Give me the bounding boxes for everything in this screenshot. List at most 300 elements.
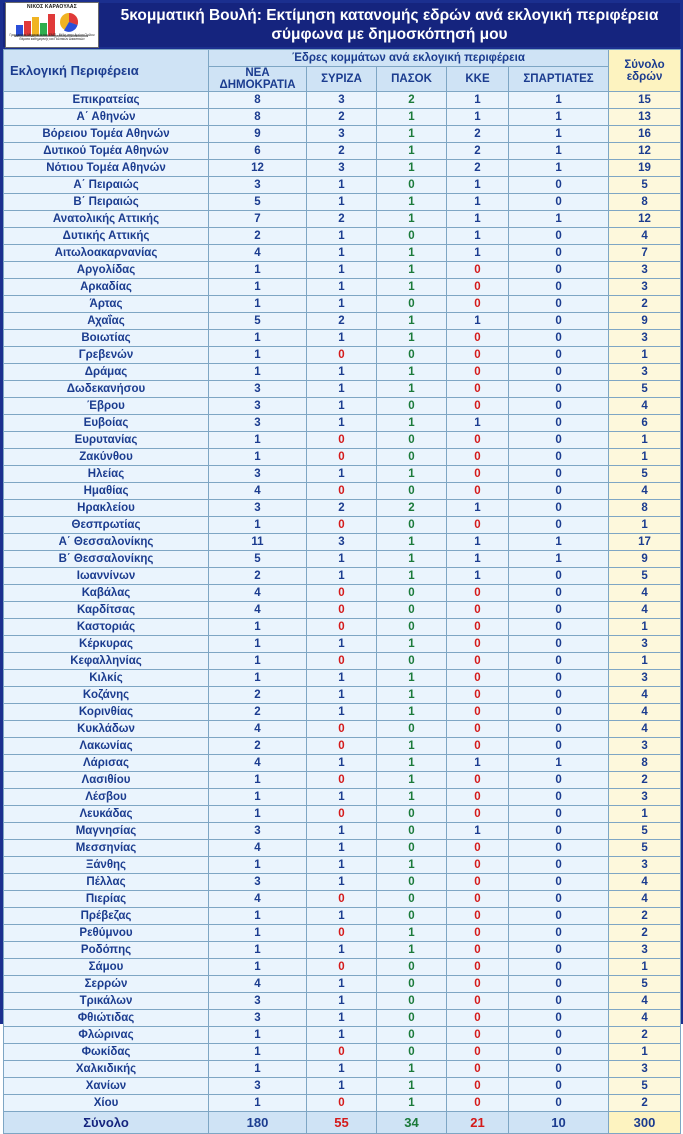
region-name: Θεσπρωτίας <box>4 517 209 534</box>
seats-nd: 1 <box>209 857 307 874</box>
seats-total: 1 <box>609 619 681 636</box>
seats-nd: 3 <box>209 466 307 483</box>
region-name: Β΄ Πειραιώς <box>4 194 209 211</box>
seats-kke: 1 <box>447 534 509 551</box>
seats-spartiates: 0 <box>509 925 609 942</box>
seats-pasok: 0 <box>377 619 447 636</box>
seats-pasok: 0 <box>377 874 447 891</box>
table-row <box>4 653 681 670</box>
seats-total: 4 <box>609 483 681 500</box>
region-name: Τρικάλων <box>4 993 209 1010</box>
region-name: Φλώρινας <box>4 1027 209 1044</box>
seats-spartiates: 1 <box>509 211 609 228</box>
seats-pasok: 1 <box>377 568 447 585</box>
table-row <box>4 398 681 415</box>
region-name: Ανατολικής Αττικής <box>4 211 209 228</box>
seats-kke: 0 <box>447 585 509 602</box>
seats-syriza: 0 <box>307 959 377 976</box>
region-name: Ρεθύμνου <box>4 925 209 942</box>
seats-nd: 2 <box>209 738 307 755</box>
seats-kke: 0 <box>447 687 509 704</box>
totals-nd: 180 <box>209 1112 307 1134</box>
seats-kke: 1 <box>447 245 509 262</box>
table-row <box>4 670 681 687</box>
seats-spartiates: 0 <box>509 789 609 806</box>
seats-syriza: 1 <box>307 398 377 415</box>
seats-kke: 0 <box>447 993 509 1010</box>
seats-total: 4 <box>609 721 681 738</box>
totals-kke: 21 <box>447 1112 509 1134</box>
seats-pasok: 1 <box>377 772 447 789</box>
seats-spartiates: 0 <box>509 670 609 687</box>
seats-syriza: 1 <box>307 1027 377 1044</box>
seats-nd: 3 <box>209 177 307 194</box>
seats-syriza: 1 <box>307 976 377 993</box>
seats-spartiates: 0 <box>509 1078 609 1095</box>
region-name: Πέλλας <box>4 874 209 891</box>
region-name: Λασιθίου <box>4 772 209 789</box>
table-row <box>4 228 681 245</box>
seats-kke: 0 <box>447 279 509 296</box>
seats-total: 13 <box>609 109 681 126</box>
seats-total: 12 <box>609 143 681 160</box>
seats-total: 5 <box>609 840 681 857</box>
seats-total: 1 <box>609 653 681 670</box>
table-row <box>4 721 681 738</box>
seats-spartiates: 0 <box>509 262 609 279</box>
seats-kke: 1 <box>447 92 509 109</box>
seats-total: 4 <box>609 1010 681 1027</box>
seats-syriza: 1 <box>307 1061 377 1078</box>
seats-spartiates: 0 <box>509 891 609 908</box>
table-body <box>4 50 681 1134</box>
seats-total: 3 <box>609 789 681 806</box>
seats-total: 4 <box>609 585 681 602</box>
seats-pasok: 0 <box>377 993 447 1010</box>
seats-pasok: 1 <box>377 330 447 347</box>
seats-spartiates: 0 <box>509 806 609 823</box>
seats-spartiates: 0 <box>509 738 609 755</box>
seats-pasok: 0 <box>377 296 447 313</box>
seats-total: 5 <box>609 823 681 840</box>
seats-kke: 0 <box>447 449 509 466</box>
seats-nd: 4 <box>209 840 307 857</box>
region-name: Άρτας <box>4 296 209 313</box>
table-row <box>4 806 681 823</box>
seats-total: 2 <box>609 772 681 789</box>
table-row <box>4 313 681 330</box>
seats-nd: 4 <box>209 976 307 993</box>
region-name: Ευρυτανίας <box>4 432 209 449</box>
table-row <box>4 347 681 364</box>
seats-spartiates: 0 <box>509 976 609 993</box>
seats-spartiates: 0 <box>509 942 609 959</box>
seats-kke: 0 <box>447 857 509 874</box>
seats-pasok: 1 <box>377 160 447 177</box>
seats-total: 5 <box>609 381 681 398</box>
seats-nd: 3 <box>209 381 307 398</box>
seats-spartiates: 0 <box>509 823 609 840</box>
seats-spartiates: 0 <box>509 721 609 738</box>
seats-pasok: 1 <box>377 942 447 959</box>
seats-total: 16 <box>609 126 681 143</box>
table-row <box>4 619 681 636</box>
table-row <box>4 636 681 653</box>
seats-kke: 1 <box>447 109 509 126</box>
seats-total: 1 <box>609 959 681 976</box>
seats-syriza: 0 <box>307 1095 377 1112</box>
seats-syriza: 1 <box>307 789 377 806</box>
header-group: Έδρες κομμάτων ανά εκλογική περιφέρεια <box>209 50 609 67</box>
seats-total: 1 <box>609 517 681 534</box>
seats-pasok: 0 <box>377 653 447 670</box>
seats-kke: 0 <box>447 772 509 789</box>
seats-kke: 0 <box>447 483 509 500</box>
seats-syriza: 1 <box>307 704 377 721</box>
seats-spartiates: 1 <box>509 534 609 551</box>
seats-syriza: 1 <box>307 245 377 262</box>
seats-kke: 0 <box>447 908 509 925</box>
region-name: Χανίων <box>4 1078 209 1095</box>
seats-nd: 4 <box>209 755 307 772</box>
region-name: Καστοριάς <box>4 619 209 636</box>
seats-syriza: 3 <box>307 534 377 551</box>
seats-syriza: 1 <box>307 942 377 959</box>
table-row <box>4 925 681 942</box>
seats-syriza: 1 <box>307 262 377 279</box>
table-row <box>4 330 681 347</box>
seats-pasok: 1 <box>377 738 447 755</box>
seats-total: 3 <box>609 670 681 687</box>
seats-kke: 1 <box>447 194 509 211</box>
seats-nd: 4 <box>209 721 307 738</box>
seats-pasok: 1 <box>377 364 447 381</box>
seats-spartiates: 0 <box>509 568 609 585</box>
seats-syriza: 0 <box>307 721 377 738</box>
seats-kke: 0 <box>447 636 509 653</box>
seats-nd: 1 <box>209 1061 307 1078</box>
seats-pasok: 0 <box>377 398 447 415</box>
table-row <box>4 687 681 704</box>
region-name: Κοζάνης <box>4 687 209 704</box>
seats-nd: 1 <box>209 959 307 976</box>
seats-nd: 4 <box>209 483 307 500</box>
seats-syriza: 1 <box>307 1078 377 1095</box>
region-name: Ζακύνθου <box>4 449 209 466</box>
header-party-kke: ΚΚΕ <box>447 67 509 92</box>
region-name: Καβάλας <box>4 585 209 602</box>
seats-total: 4 <box>609 228 681 245</box>
seats-total: 5 <box>609 466 681 483</box>
seats-spartiates: 0 <box>509 517 609 534</box>
seats-syriza: 1 <box>307 228 377 245</box>
seats-nd: 2 <box>209 704 307 721</box>
table-row <box>4 143 681 160</box>
seats-total: 5 <box>609 177 681 194</box>
table-row <box>4 908 681 925</box>
seats-syriza: 1 <box>307 279 377 296</box>
seats-kke: 0 <box>447 1061 509 1078</box>
seats-total: 3 <box>609 262 681 279</box>
seats-syriza: 2 <box>307 109 377 126</box>
seats-total: 2 <box>609 1027 681 1044</box>
seats-syriza: 2 <box>307 211 377 228</box>
seats-pasok: 1 <box>377 211 447 228</box>
seats-kke: 0 <box>447 347 509 364</box>
header-region: Εκλογική Περιφέρεια <box>4 50 209 92</box>
region-name: Δράμας <box>4 364 209 381</box>
seats-pasok: 1 <box>377 1095 447 1112</box>
seats-spartiates: 0 <box>509 500 609 517</box>
seats-nd: 8 <box>209 109 307 126</box>
seats-total: 4 <box>609 398 681 415</box>
seats-kke: 0 <box>447 466 509 483</box>
seats-kke: 0 <box>447 602 509 619</box>
seats-total: 1 <box>609 347 681 364</box>
seats-syriza: 3 <box>307 92 377 109</box>
seats-spartiates: 0 <box>509 619 609 636</box>
table-row <box>4 109 681 126</box>
seats-spartiates: 0 <box>509 466 609 483</box>
seats-pasok: 1 <box>377 551 447 568</box>
region-name: Πρέβεζας <box>4 908 209 925</box>
table-row <box>4 1095 681 1112</box>
seats-total: 7 <box>609 245 681 262</box>
seats-spartiates: 0 <box>509 347 609 364</box>
seats-pasok: 1 <box>377 313 447 330</box>
seats-pasok: 0 <box>377 432 447 449</box>
seats-syriza: 1 <box>307 857 377 874</box>
seats-pasok: 1 <box>377 194 447 211</box>
seats-total: 4 <box>609 874 681 891</box>
seats-kke: 1 <box>447 177 509 194</box>
table-row <box>4 568 681 585</box>
seats-nd: 1 <box>209 1044 307 1061</box>
seats-spartiates: 0 <box>509 228 609 245</box>
region-name: Χαλκιδικής <box>4 1061 209 1078</box>
seats-spartiates: 1 <box>509 126 609 143</box>
region-name: Καρδίτσας <box>4 602 209 619</box>
seats-syriza: 2 <box>307 313 377 330</box>
table-row <box>4 194 681 211</box>
seats-nd: 1 <box>209 942 307 959</box>
seats-syriza: 1 <box>307 177 377 194</box>
seats-kke: 1 <box>447 755 509 772</box>
seats-spartiates: 0 <box>509 449 609 466</box>
seats-kke: 2 <box>447 126 509 143</box>
seats-pasok: 1 <box>377 415 447 432</box>
table-row <box>4 296 681 313</box>
seats-kke: 0 <box>447 296 509 313</box>
seats-nd: 3 <box>209 993 307 1010</box>
page-title: 5κομματική Βουλή: Εκτίμηση κατανομής εδρών ανά εκλογική περιφέρεια σύμφωνα με δημοσκόπησή μου <box>120 7 659 43</box>
table-row <box>4 262 681 279</box>
seats-syriza: 2 <box>307 143 377 160</box>
table-row <box>4 126 681 143</box>
header-party-spartiates: ΣΠΑΡΤΙΑΤΕΣ <box>509 67 609 92</box>
seats-nd: 3 <box>209 823 307 840</box>
table-row <box>4 755 681 772</box>
seats-syriza: 0 <box>307 449 377 466</box>
header-party-pasok: ΠΑΣΟΚ <box>377 67 447 92</box>
totals-label: Σύνολο <box>4 1112 209 1134</box>
seats-syriza: 1 <box>307 823 377 840</box>
seats-kke: 0 <box>447 942 509 959</box>
seats-total: 4 <box>609 704 681 721</box>
seats-total: 12 <box>609 211 681 228</box>
seats-total: 4 <box>609 602 681 619</box>
seats-pasok: 2 <box>377 92 447 109</box>
author-name: ΝΙΚΟΣ ΚΑΡΑΟΥΛΑΣ <box>27 4 77 10</box>
seats-nd: 1 <box>209 432 307 449</box>
seats-spartiates: 0 <box>509 296 609 313</box>
seats-pasok: 0 <box>377 806 447 823</box>
seats-total: 2 <box>609 1095 681 1112</box>
seats-kke: 1 <box>447 228 509 245</box>
region-name: Δωδεκανήσου <box>4 381 209 398</box>
seats-total: 3 <box>609 1061 681 1078</box>
table-row <box>4 840 681 857</box>
seats-pasok: 0 <box>377 585 447 602</box>
seats-kke: 0 <box>447 1044 509 1061</box>
seats-nd: 1 <box>209 262 307 279</box>
seats-total: 3 <box>609 738 681 755</box>
region-name: Έβρου <box>4 398 209 415</box>
seats-pasok: 0 <box>377 908 447 925</box>
seats-spartiates: 0 <box>509 840 609 857</box>
seats-kke: 0 <box>447 517 509 534</box>
seats-kke: 0 <box>447 1027 509 1044</box>
seats-spartiates: 0 <box>509 415 609 432</box>
seats-spartiates: 0 <box>509 687 609 704</box>
seats-pasok: 0 <box>377 177 447 194</box>
region-name: Επικρατείας <box>4 92 209 109</box>
seats-nd: 4 <box>209 602 307 619</box>
seats-spartiates: 1 <box>509 92 609 109</box>
seats-kke: 0 <box>447 1078 509 1095</box>
seats-syriza: 1 <box>307 330 377 347</box>
seats-total: 2 <box>609 925 681 942</box>
seats-syriza: 1 <box>307 670 377 687</box>
region-name: Λέσβου <box>4 789 209 806</box>
table-row <box>4 874 681 891</box>
seats-pasok: 1 <box>377 857 447 874</box>
seats-kke: 0 <box>447 262 509 279</box>
seats-kke: 1 <box>447 568 509 585</box>
seats-nd: 1 <box>209 296 307 313</box>
table-row <box>4 823 681 840</box>
seats-nd: 1 <box>209 517 307 534</box>
seats-spartiates: 0 <box>509 381 609 398</box>
seats-pasok: 1 <box>377 789 447 806</box>
seats-total: 4 <box>609 993 681 1010</box>
table-header-top <box>4 50 681 67</box>
seats-syriza: 1 <box>307 551 377 568</box>
seats-kke: 0 <box>447 721 509 738</box>
table-row <box>4 279 681 296</box>
seats-kke: 0 <box>447 330 509 347</box>
table-row <box>4 942 681 959</box>
table-row <box>4 534 681 551</box>
seats-pasok: 1 <box>377 687 447 704</box>
seats-syriza: 1 <box>307 908 377 925</box>
region-name: Ηλείας <box>4 466 209 483</box>
seats-total: 2 <box>609 296 681 313</box>
region-name: Βόρειου Τομέα Αθηνών <box>4 126 209 143</box>
seats-syriza: 1 <box>307 840 377 857</box>
region-name: Χίου <box>4 1095 209 1112</box>
table-row <box>4 789 681 806</box>
seats-spartiates: 0 <box>509 483 609 500</box>
seats-total: 9 <box>609 551 681 568</box>
seats-total: 4 <box>609 891 681 908</box>
region-name: Κορινθίας <box>4 704 209 721</box>
table-row <box>4 738 681 755</box>
region-name: Λευκάδας <box>4 806 209 823</box>
seats-table <box>3 49 681 1134</box>
seats-total: 8 <box>609 500 681 517</box>
seats-nd: 3 <box>209 1010 307 1027</box>
seats-syriza: 1 <box>307 296 377 313</box>
seats-total: 3 <box>609 942 681 959</box>
seats-kke: 0 <box>447 840 509 857</box>
seats-syriza: 0 <box>307 347 377 364</box>
seats-syriza: 1 <box>307 415 377 432</box>
region-name: Αρκαδίας <box>4 279 209 296</box>
seats-kke: 0 <box>447 806 509 823</box>
seats-kke: 0 <box>447 976 509 993</box>
seats-nd: 3 <box>209 500 307 517</box>
seats-nd: 8 <box>209 92 307 109</box>
seats-syriza: 1 <box>307 874 377 891</box>
seats-pasok: 0 <box>377 228 447 245</box>
header-banner <box>3 3 680 49</box>
totals-spartiates: 10 <box>509 1112 609 1134</box>
seats-kke: 0 <box>447 432 509 449</box>
region-name: Ιωαννίνων <box>4 568 209 585</box>
seats-kke: 1 <box>447 500 509 517</box>
seats-nd: 1 <box>209 347 307 364</box>
seats-syriza: 1 <box>307 993 377 1010</box>
table-row <box>4 364 681 381</box>
seats-kke: 0 <box>447 789 509 806</box>
seats-syriza: 0 <box>307 772 377 789</box>
region-name: Κιλκίς <box>4 670 209 687</box>
seats-spartiates: 0 <box>509 398 609 415</box>
totals-row <box>4 1112 681 1134</box>
seats-kke: 1 <box>447 823 509 840</box>
seats-spartiates: 0 <box>509 1061 609 1078</box>
seats-nd: 1 <box>209 772 307 789</box>
table-row <box>4 993 681 1010</box>
seats-spartiates: 0 <box>509 330 609 347</box>
seats-total: 8 <box>609 755 681 772</box>
table-row <box>4 551 681 568</box>
table-row <box>4 517 681 534</box>
seats-nd: 1 <box>209 806 307 823</box>
seats-pasok: 1 <box>377 1078 447 1095</box>
seats-kke: 1 <box>447 415 509 432</box>
seats-spartiates: 0 <box>509 908 609 925</box>
seats-nd: 1 <box>209 908 307 925</box>
seats-pasok: 1 <box>377 755 447 772</box>
seats-syriza: 1 <box>307 1010 377 1027</box>
seats-kke: 0 <box>447 874 509 891</box>
seats-nd: 1 <box>209 636 307 653</box>
seats-pasok: 1 <box>377 670 447 687</box>
seats-nd: 4 <box>209 585 307 602</box>
seats-pasok: 1 <box>377 279 447 296</box>
